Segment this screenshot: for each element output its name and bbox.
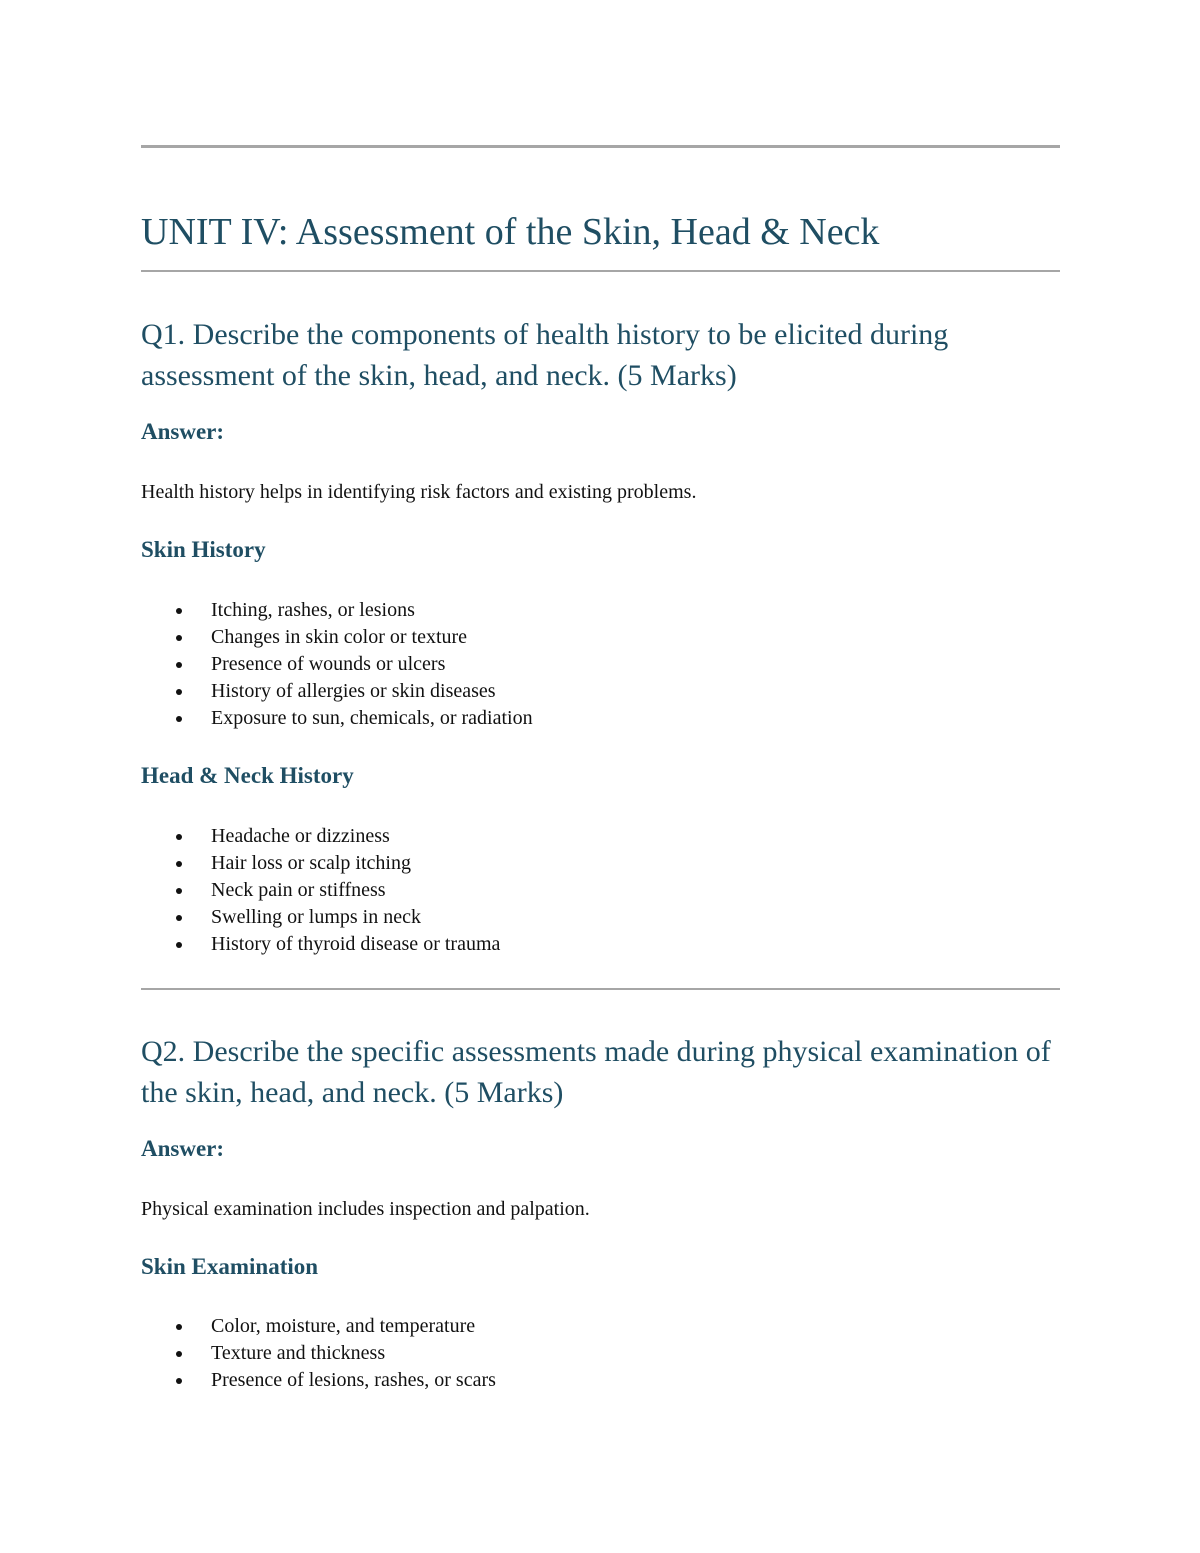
answer-intro-2: Physical examination includes inspection and palpation. xyxy=(141,1198,590,1220)
bullet-icon xyxy=(176,1324,182,1330)
list-item: Itching, rashes, or lesions xyxy=(141,597,533,624)
bullet-icon xyxy=(176,861,182,867)
list-item: Presence of lesions, rashes, or scars xyxy=(141,1367,496,1394)
section-heading-skin-history: Skin History xyxy=(141,537,266,562)
question-2: Q2. Describe the specific assessments made during physical examination of the skin, head, and neck. (5 Marks) xyxy=(141,1035,1051,1109)
bullet-icon xyxy=(176,1378,182,1384)
section-heading-head-neck-history: Head & Neck History xyxy=(141,763,354,788)
head-neck-history-list xyxy=(141,823,500,958)
skin-examination-list xyxy=(141,1313,496,1394)
list-item: History of allergies or skin diseases xyxy=(141,678,533,705)
bullet-icon xyxy=(176,942,182,948)
list-item: Swelling or lumps in neck xyxy=(141,904,500,931)
unit-title: UNIT IV: Assessment of the Skin, Head & Neck xyxy=(141,211,880,253)
list-item: History of thyroid disease or trauma xyxy=(141,931,500,958)
list-item: Presence of wounds or ulcers xyxy=(141,651,533,678)
answer-label-1: Answer: xyxy=(141,419,225,444)
answer-label-2: Answer: xyxy=(141,1136,225,1161)
bullet-icon xyxy=(176,888,182,894)
bullet-icon xyxy=(176,662,182,668)
list-item: Headache or dizziness xyxy=(141,823,500,850)
list-item: Changes in skin color or texture xyxy=(141,624,533,651)
bullet-icon xyxy=(176,716,182,722)
bullet-icon xyxy=(176,915,182,921)
question-1: Q1. Describe the components of health history to be elicited during assessment of the skin, head, and neck. (5 Marks) xyxy=(141,318,949,392)
section-divider xyxy=(141,988,1060,990)
bullet-icon xyxy=(176,834,182,840)
skin-history-list xyxy=(141,597,533,732)
top-divider xyxy=(141,145,1060,148)
list-item: Hair loss or scalp itching xyxy=(141,850,500,877)
list-item: Neck pain or stiffness xyxy=(141,877,500,904)
title-divider xyxy=(141,270,1060,272)
section-heading-skin-examination: Skin Examination xyxy=(141,1254,319,1279)
list-item: Exposure to sun, chemicals, or radiation xyxy=(141,705,533,732)
list-item: Texture and thickness xyxy=(141,1340,496,1367)
bullet-icon xyxy=(176,689,182,695)
bullet-icon xyxy=(176,1351,182,1357)
bullet-icon xyxy=(176,608,182,614)
bullet-icon xyxy=(176,635,182,641)
answer-intro-1: Health history helps in identifying risk factors and existing problems. xyxy=(141,481,697,503)
list-item: Color, moisture, and temperature xyxy=(141,1313,496,1340)
